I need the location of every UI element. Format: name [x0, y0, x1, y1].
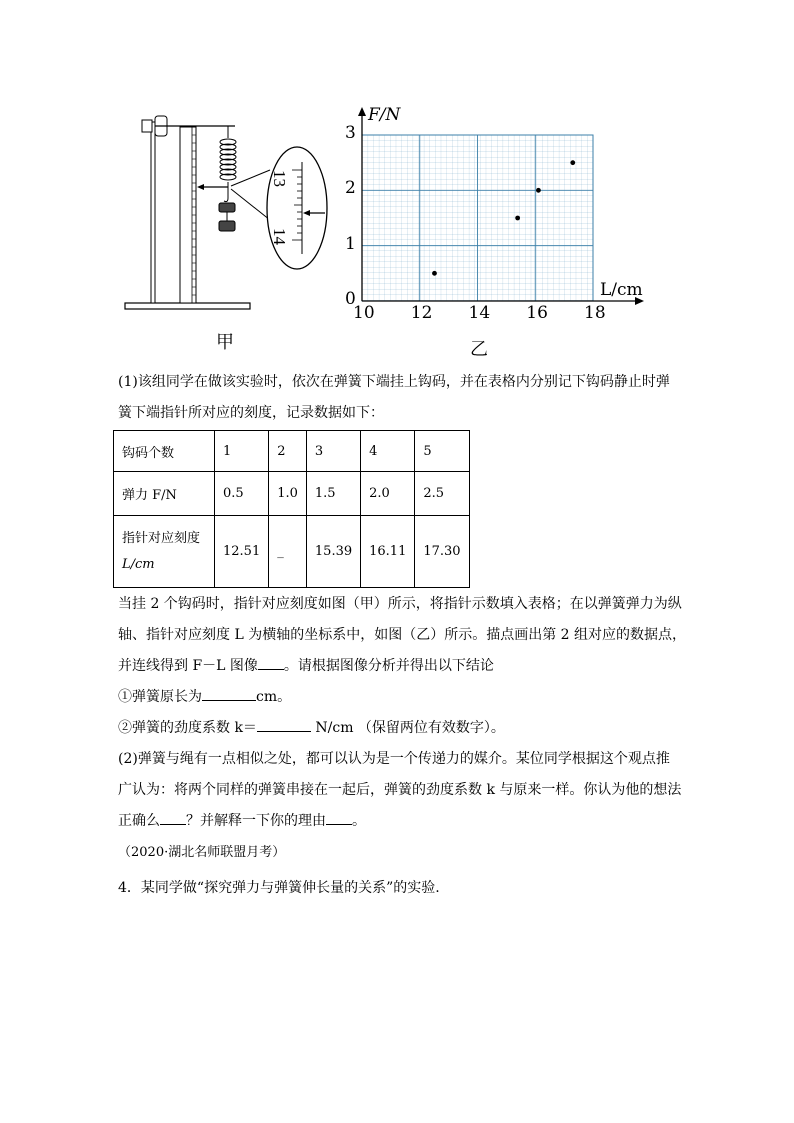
text-segment: 。请根据图像分析并得出以下结论	[283, 658, 494, 674]
q2-line1: (2)弹簧与绳有一点相似之处，都可以认为是一个传递力的媒介。某位同学根据这个观点推	[118, 751, 670, 767]
q2-line3	[118, 811, 366, 831]
table-cell: 钩码个数	[114, 431, 215, 472]
table-cell: 17.30	[415, 516, 469, 588]
table-cell: 2.0	[361, 472, 415, 516]
question-4: 4．某同学做“探究弹力与弹簧伸长量的关系”的实验.	[118, 880, 440, 896]
figure-jia-label: 甲	[216, 332, 234, 353]
data-point	[570, 160, 575, 165]
table-row	[114, 472, 470, 516]
table-row	[114, 516, 470, 588]
table-cell: 弹力 F/N	[114, 472, 215, 516]
table-cell: 5	[415, 431, 469, 472]
text-segment: ？并解释一下你的理由	[186, 813, 326, 829]
text-segment: N/cm （保留两位有效数字）。	[310, 720, 505, 736]
answer-blank	[202, 700, 256, 701]
q1-intro-line2: 簧下端指针所对应的刻度，记录数据如下：	[118, 405, 384, 421]
table-cell: 4	[361, 431, 415, 472]
table-cell: 15.39	[306, 516, 360, 588]
after-table-line3	[118, 656, 494, 676]
x-axis-label: L/cm	[600, 280, 643, 300]
text-segment: cm。	[256, 689, 292, 705]
table-cell-header	[114, 516, 215, 588]
item1-line	[118, 687, 291, 707]
answer-blank	[160, 824, 186, 825]
answer-blank	[258, 669, 284, 670]
after-table-line1: 当挂 2 个钩码时，指针对应刻度如图（甲）所示，将指针示数填入表格；在以弹簧弹力为纵	[118, 596, 682, 612]
table-cell: _	[269, 516, 307, 588]
x-tick-label: 18	[584, 303, 606, 323]
y-axis-label: F/N	[368, 105, 401, 125]
y-tick-label: 2	[345, 178, 356, 199]
x-tick-label: 12	[410, 303, 433, 323]
table-cell: 12.51	[215, 516, 269, 588]
text-segment: 并连线得到 F－L 图像	[118, 658, 258, 674]
answer-blank	[326, 824, 352, 825]
table-cell: 1.0	[269, 472, 307, 516]
data-point	[515, 216, 520, 221]
q2-line2: 广认为：将两个同样的弹簧串接在一起后，弹簧的劲度系数 k 与原来一样。你认为他的想法	[118, 782, 682, 798]
table-cell: 1	[215, 431, 269, 472]
y-tick-label: 3	[345, 123, 356, 143]
text-segment: ②弹簧的劲度系数 k＝	[118, 720, 257, 736]
x-tick-label: 14	[468, 303, 491, 323]
table-cell: 1.5	[306, 472, 360, 516]
table-row	[114, 431, 470, 472]
apparatus-figure	[120, 110, 340, 315]
y-tick-label: 1	[345, 233, 356, 254]
figure-yi-label: 乙	[470, 339, 488, 360]
table-cell: 16.11	[361, 516, 415, 588]
table-cell: 0.5	[215, 472, 269, 516]
text-segment: 正确么	[118, 813, 160, 829]
table-cell: 2	[269, 431, 307, 472]
source-note: （2020·湖北名师联盟月考）	[118, 845, 286, 860]
q1-intro-line1: (1)该组同学在做该实验时，依次在弹簧下端挂上钩码，并在表格内分别记下钩码静止时弹	[118, 374, 670, 390]
x-tick-label: 16	[526, 303, 548, 323]
x-tick-label: 10	[353, 303, 375, 323]
table-cell: 3	[306, 431, 360, 472]
zoom-tick-14: 14	[270, 228, 289, 245]
text-segment: ①弹簧原长为	[118, 689, 202, 705]
table-cell-line: L/cm	[122, 556, 155, 572]
text-segment: 。	[352, 813, 366, 829]
y-tick-label: 0	[345, 289, 356, 309]
table-cell-line: 指针对应刻度	[122, 530, 201, 546]
fl-graph	[340, 105, 660, 335]
after-table-line2: 轴、指针对应刻度 L 为横轴的坐标系中，如图（乙）所示。描点画出第 2 组对应的数据点，	[118, 627, 687, 643]
data-point	[432, 271, 437, 276]
data-point	[536, 188, 541, 193]
data-table	[113, 430, 470, 588]
item2-line	[118, 718, 505, 738]
zoom-tick-13: 13	[270, 170, 289, 187]
table-cell: 2.5	[415, 472, 469, 516]
answer-blank	[257, 731, 311, 732]
